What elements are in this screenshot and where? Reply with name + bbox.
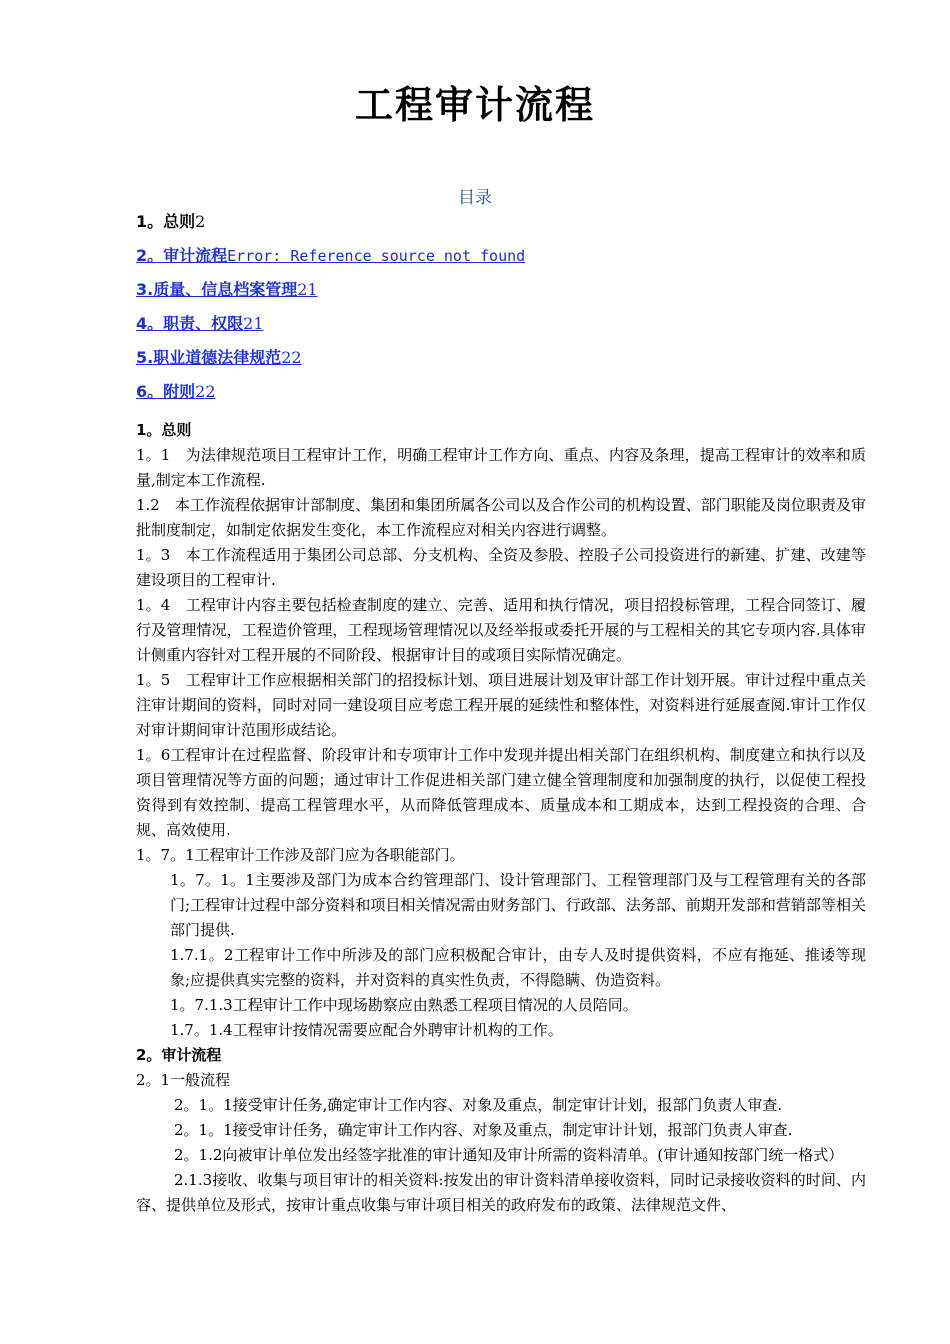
- table-of-contents: [136, 208, 863, 412]
- toc-link-ethics[interactable]: 5.职业道德法律规范22: [136, 348, 302, 367]
- paragraph: 1。3 本工作流程适用于集团公司总部、分支机构、全资及参股、控股子公司投资进行的新建、扩建、改建等建设项目的工程审计.: [136, 546, 866, 589]
- paragraph: 1。7。1工程审计工作涉及部门应为各职能部门。: [136, 846, 465, 864]
- paragraph: 1。1 为法律规范项目工程审计工作，明确工程审计工作方向、重点、内容及条理，提高工程审计的效率和质量,制定本工作流程.: [136, 446, 866, 489]
- page-title: 工程审计流程: [354, 83, 595, 127]
- paragraph: 1。6工程审计在过程监督、阶段审计和专项审计工作中发现并提出相关部门在组织机构、制度建立和执行以及项目管理情况等方面的问题；通过审计工作促进相关部门建立健全管理制度和加强制度的执行，以促使工程投资得到有效控制、提高工程管理水平，从而降低管理成本、质量成本和工期成本，达到工程投资的合理、合规、高效使用.: [136, 746, 866, 839]
- paragraph: 2。1。1接受审计任务,确定审计工作内容、对象及重点，制定审计计划，报部门负责人审查.: [174, 1096, 783, 1114]
- section-heading-audit-process: 2。审计流程: [136, 1046, 222, 1064]
- toc-link-duties[interactable]: 4。职责、权限21: [136, 314, 264, 333]
- toc-link-appendix[interactable]: 6。附则22: [136, 382, 216, 401]
- paragraph: 2。1一般流程: [136, 1071, 231, 1089]
- paragraph: 1.2 本工作流程依据审计部制度、集团和集团所属各公司以及合作公司的机构设置、部门职能及岗位职责及审批制度制定，如制定依据发生变化，本工作流程应对相关内容进行调整。: [136, 496, 866, 539]
- paragraph: 1.7.1。2工程审计工作中所涉及的部门应积极配合审计，由专人及时提供资料，不应有拖延、推诿等现象;应提供真实完整的资料，并对资料的真实性负责，不得隐瞒、伪造资料。: [170, 946, 866, 989]
- paragraph: 2。1.2向被审计单位发出经签字批准的审计通知及审计所需的资料清单。(审计通知按部门统一格式）: [174, 1146, 844, 1164]
- paragraph: 1.7。1.4工程审计按情况需要应配合外聘审计机构的工作。: [170, 1021, 563, 1039]
- toc-link-quality-archives[interactable]: 3.质量、信息档案管理21: [136, 280, 318, 299]
- toc-heading: 目录: [458, 188, 492, 208]
- paragraph: 1。7。1。1主要涉及部门为成本合约管理部门、设计管理部门、工程管理部门及与工程管理有关的各部门;工程审计过程中部分资料和项目相关情况需由财务部门、行政部、法务部、前期开发部和营销部等相关部门提供.: [170, 871, 866, 939]
- toc-item-general: 1。总则2: [136, 212, 206, 231]
- document-body: [136, 418, 866, 1218]
- section-heading-general: 1。总则: [136, 421, 192, 439]
- paragraph: 2。1。1接受审计任务，确定审计工作内容、对象及重点，制定审计计划，报部门负责人审查.: [174, 1121, 793, 1139]
- paragraph: 1。5 工程审计工作应根据相关部门的招投标计划、项目进展计划及审计部工作计划开展。审计过程中重点关注审计期间的资料，同时对同一建设项目应考虑工程开展的延续性和整体性，对资料进行延展查阅.审计工作仅对审计期间审计范围形成结论。: [136, 671, 866, 739]
- paragraph: 2.1.3接收、收集与项目审计的相关资料:按发出的审计资料清单接收资料，同时记录接收资料的时间、内容、提供单位及形式，按审计重点收集与审计项目相关的政府发布的政策、法律规范文件、: [136, 1171, 866, 1214]
- toc-link-audit-process[interactable]: 2。审计流程Error: Reference source not found: [136, 246, 526, 265]
- paragraph: 1。7.1.3工程审计工作中现场勘察应由熟悉工程项目情况的人员陪同。: [170, 996, 638, 1014]
- paragraph: 1。4 工程审计内容主要包括检查制度的建立、完善、适用和执行情况，项目招投标管理，工程合同签订、履行及管理情况，工程造价管理，工程现场管理情况以及经举报或委托开展的与工程相关的其它专项内容.具体审计侧重内容针对工程开展的不同阶段、根据审计目的或项目实际情况确定。: [136, 596, 866, 664]
